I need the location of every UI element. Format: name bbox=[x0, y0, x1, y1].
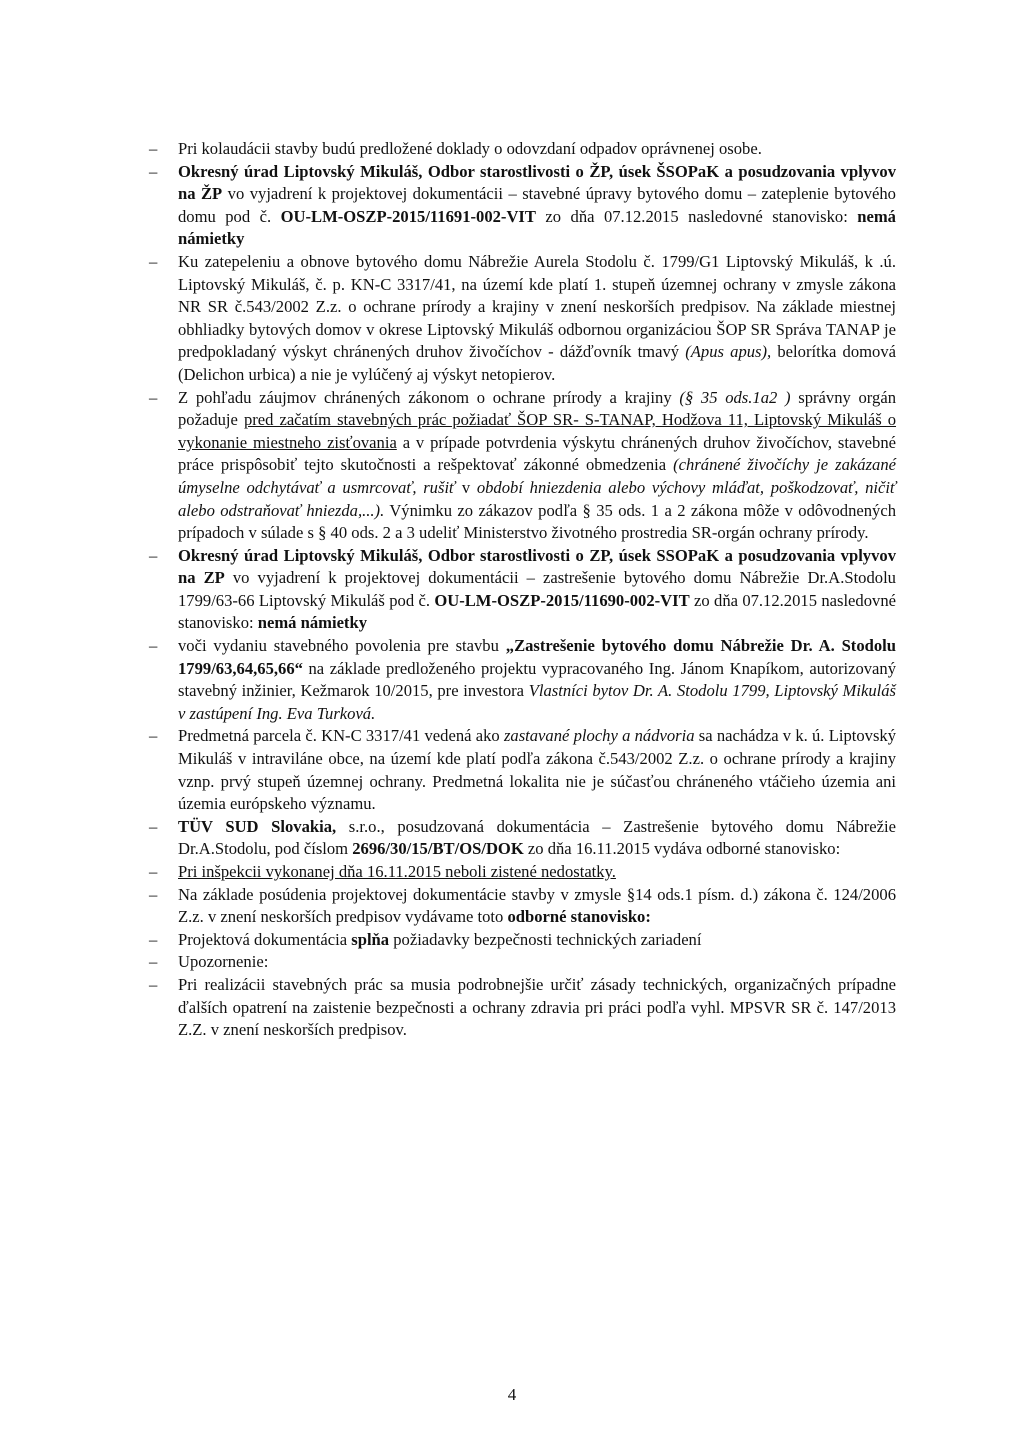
paragraph-text: belorítka domová (Delichon urbica) a nie je vylúčený aj výskyt netopierov. bbox=[178, 342, 897, 384]
bullet-dash: – bbox=[149, 862, 158, 881]
underlined-text: Pri inšpekcii vykonanej dňa 16.11.2015 neboli zistené nedostatky. bbox=[178, 862, 616, 881]
bullet-paragraph bbox=[149, 251, 896, 387]
italic-text: (Apus apus), bbox=[685, 342, 772, 362]
paragraph-text: voči vydaniu stavebného povolenia pre stavbu bbox=[178, 636, 506, 656]
bold-text: OU-LM-OSZP-2015/11690-002-VIT bbox=[434, 590, 690, 610]
paragraph-text: a v prípade potvrdenia výskytu chránených druhov živočíchov, stavebné práce prispôsobiť tejto skutočnosti a rešpektovať zákonné obmedzenia bbox=[178, 432, 896, 475]
paragraph-text: Upozornenie: bbox=[178, 952, 269, 972]
bullet-dash: – bbox=[149, 251, 158, 271]
page-number: 4 bbox=[507, 1385, 517, 1404]
bullet-paragraph bbox=[149, 545, 896, 635]
bullet-paragraph bbox=[149, 951, 896, 974]
bold-text: „Zastrešenie bytového domu Nábrežie Dr. A. Stodolu 1799/63,64,65,66“ bbox=[178, 636, 896, 678]
bold-text: OU-LM-OSZP-2015/11691-002-VIT bbox=[280, 206, 536, 226]
bullet-paragraph bbox=[149, 138, 896, 161]
bold-text: 2696/30/15/BT/OS/DOK bbox=[352, 839, 524, 859]
bullet-dash: – bbox=[149, 636, 158, 656]
bold-text: odborné stanovisko: bbox=[507, 907, 651, 927]
bold-text: TÜV SUD Slovakia, bbox=[178, 816, 337, 836]
paragraph-text: Ku zatepeleniu a obnove bytového domu Nábrežie Aurela Stodolu č. 1799/G1 Liptovský Mikuláš, k .ú. Liptovský Mikuláš, č. p. KN-C 3317/41, na území kde platí 1. stupeň územnej ochrany v zmysle zákona NR SR č.543/2002 Z.z. o ochrane prírody a krajiny v znení neskorších predpisov. Na základe miestnej obhliadky bytových domov v okrese Liptovský Mikuláš odbornou organizáciou ŠOP SR Správa TANAP je predpokladaný výskyt chránených druhov živočíchov - dážďovník tmavý bbox=[178, 251, 896, 362]
paragraph-text: Predmetná parcela č. KN-C 3317/41 vedená ako bbox=[178, 726, 504, 746]
bold-text: Okresný úrad Liptovský Mikuláš, Odbor starostlivosti o ŽP, úsek ŠSOPaK a posudzovania vplyvov na ŽP bbox=[178, 161, 896, 204]
bullet-dash: – bbox=[149, 952, 158, 972]
bullet-dash: – bbox=[149, 139, 158, 158]
bullet-dash: – bbox=[149, 387, 158, 407]
paragraph-text: zo dňa 07.12.2015 nasledovné stanovisko: bbox=[535, 206, 858, 226]
paragraph-text: Na základe posúdenia projektovej dokumentácie stavby v zmysle §14 ods.1 písm. d.) zákona č. 124/2006 Z.z. v znení neskorších predpisov vydávame toto bbox=[178, 884, 896, 927]
bullet-paragraph bbox=[149, 884, 896, 929]
italic-text: Vlastníci bytov Dr. A. Stodolu 1799, Liptovský Mikuláš v zastúpení Ing. Eva Turková. bbox=[178, 681, 896, 723]
underlined-text: pred začatím stavebných prác požiadať ŠOP SR- S-TANAP, Hodžova 11, Liptovský Mikuláš o vykonanie miestneho zisťovania bbox=[178, 410, 897, 452]
bullet-paragraph bbox=[149, 861, 896, 884]
bullet-dash: – bbox=[149, 545, 158, 565]
bullet-dash: – bbox=[149, 929, 158, 949]
document-body bbox=[149, 138, 896, 1042]
italic-text: zastavané plochy a nádvoria bbox=[503, 726, 695, 746]
bullet-paragraph bbox=[149, 161, 896, 251]
bullet-dash: – bbox=[149, 884, 158, 904]
paragraph-text: vo vyjadrení k projektovej dokumentácii – zastrešenie bytového domu Nábrežie Dr.A.Stodolu 1799/63-66 Liptovský Mikuláš pod č. bbox=[178, 568, 896, 610]
paragraph-text: s.r.o., posudzovaná dokumentácia – Zastrešenie bytového domu Nábrežie Dr.A.Stodolu, pod číslom bbox=[178, 816, 896, 859]
paragraph-text: Projektová dokumentácia bbox=[178, 929, 352, 949]
italic-text: (chránené živočíchy je zakázané úmyselne odchytávať a usmrcovať, rušiť bbox=[178, 455, 896, 497]
bold-text: nemá námietky bbox=[257, 613, 367, 633]
italic-text: (§ 35 ods.1a2 ) bbox=[679, 387, 791, 407]
bullet-paragraph bbox=[149, 816, 896, 861]
bullet-dash: – bbox=[149, 974, 158, 994]
bullet-dash: – bbox=[149, 816, 158, 836]
bold-text: splňa bbox=[351, 929, 390, 949]
paragraph-text: na základe predloženého projektu vypracovaného Ing. Jánom Knapíkom, autorizovaný stavebný inžinier, Kežmarok 10/2015, pre investora bbox=[178, 658, 896, 701]
paragraph-text: v bbox=[455, 477, 477, 497]
paragraph-text: Pri realizácii stavebných prác sa musia podrobnejšie určiť zásady technických, organizačných prípadne ďalších opatrení na zaistenie bezpečnosti a ochrany zdravia pri práci podľa vyhl. MPSVR SR č. 147/2013 Z.Z. v znení neskorších predpisov. bbox=[178, 974, 896, 1040]
paragraph-text: Výnimku zo zákazov podľa § 35 ods. 1 a 2 zákona môže v odôvodnených prípadoch v súlade s § 40 ods. 2 a 3 udeliť Ministerstvo životného prostredia SR-orgán ochrany prírody. bbox=[178, 500, 896, 543]
bullet-paragraph bbox=[149, 725, 896, 815]
paragraph-text: zo dňa 07.12.2015 nasledovné stanovisko: bbox=[178, 590, 896, 633]
paragraph-text: vo vyjadrení k projektovej dokumentácii – stavebné úpravy bytového domu – zateplenie bytového domu pod č. bbox=[178, 184, 896, 226]
bullet-dash: – bbox=[149, 726, 158, 746]
paragraph-text: zo dňa 16.11.2015 vydáva odborné stanovisko: bbox=[523, 839, 841, 859]
bullet-dash: – bbox=[149, 161, 158, 181]
paragraph-text: Z pohľadu záujmov chránených zákonom o ochrane prírody a krajiny bbox=[178, 387, 680, 407]
bullet-paragraph bbox=[149, 929, 896, 952]
bullet-paragraph bbox=[149, 635, 896, 725]
paragraph-text: sa nachádza v k. ú. Liptovský Mikuláš v intraviláne obce, na území kde platí podľa zákona č.543/2002 Z.z. o ochrane prírody a krajiny vznp. prvý stupeň územnej ochrany. Predmetná lokalita nie je súčasťou chráneného vtáčieho územia ani územia európskeho významu. bbox=[178, 726, 896, 814]
bullet-paragraph bbox=[149, 974, 896, 1042]
paragraph-text: správny orgán požaduje bbox=[178, 387, 896, 430]
bold-text: nemá námietky bbox=[178, 206, 896, 249]
paragraph-text: Pri kolaudácii stavby budú predložené doklady o odovzdaní odpadov oprávnenej osobe. bbox=[178, 139, 762, 158]
bold-text: Okresný úrad Liptovský Mikuláš, Odbor starostlivosti o ZP, úsek SSOPaK a posudzovania vplyvov na ZP bbox=[178, 545, 896, 588]
italic-text: období hniezdenia alebo výchovy mláďat, poškodzovať, ničiť alebo odstraňovať hniezda,...). bbox=[178, 477, 896, 520]
paragraph-text: požiadavky bezpečnosti technických zariadení bbox=[389, 929, 702, 949]
bullet-paragraph bbox=[149, 387, 896, 545]
